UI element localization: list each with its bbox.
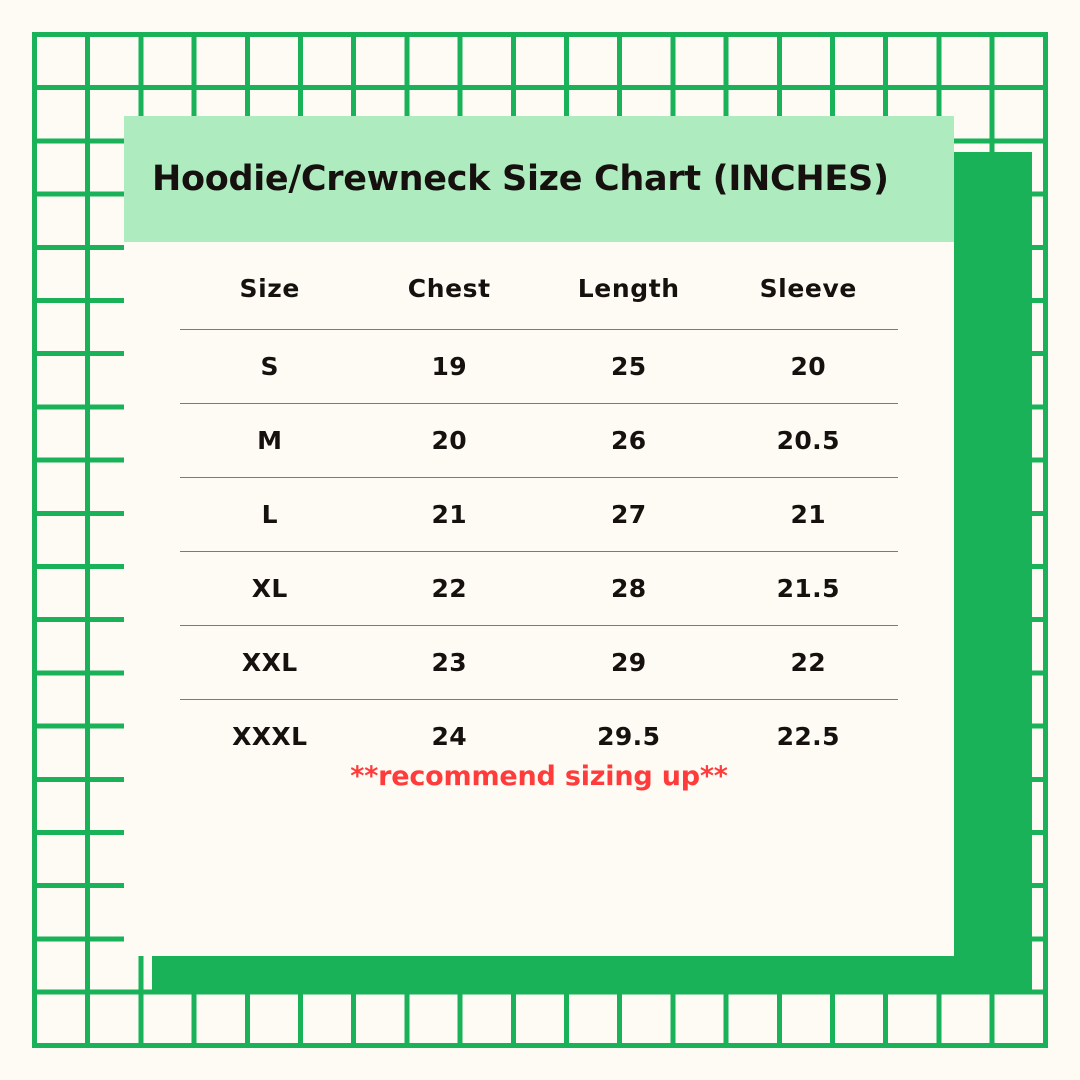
table-row	[180, 478, 898, 552]
cell-chest: 21	[360, 478, 540, 552]
cell-size: XXXL	[180, 700, 360, 760]
table-row	[180, 626, 898, 700]
table-row	[180, 700, 898, 760]
column-header-length: Length	[577, 274, 680, 303]
cell-size: S	[180, 330, 360, 404]
cell-length: 27	[539, 478, 719, 552]
column-header-chest: Chest	[407, 274, 491, 303]
table-row	[180, 552, 898, 626]
cell-sleeve: 22.5	[719, 700, 899, 760]
sizing-note: **recommend sizing up**	[350, 761, 728, 792]
table-header-row	[180, 264, 898, 330]
cell-size: XL	[180, 552, 360, 626]
cell-sleeve: 20.5	[719, 404, 899, 478]
cell-size: M	[180, 404, 360, 478]
cell-sleeve: 21	[719, 478, 899, 552]
table-container	[124, 242, 954, 792]
size-table	[180, 264, 898, 759]
cell-length: 28	[539, 552, 719, 626]
cell-length: 29.5	[539, 700, 719, 760]
cell-sleeve: 22	[719, 626, 899, 700]
cell-chest: 23	[360, 626, 540, 700]
cell-length: 26	[539, 404, 719, 478]
grid-border-right	[1043, 32, 1048, 1048]
cell-sleeve: 20	[719, 330, 899, 404]
cell-sleeve: 21.5	[719, 552, 899, 626]
card-header	[124, 116, 954, 242]
grid-border-bottom	[32, 1043, 1048, 1048]
cell-chest: 19	[360, 330, 540, 404]
cell-chest: 22	[360, 552, 540, 626]
column-header-sleeve: Sleeve	[759, 274, 857, 303]
cell-chest: 24	[360, 700, 540, 760]
cell-length: 29	[539, 626, 719, 700]
cell-size: L	[180, 478, 360, 552]
size-chart-card	[124, 116, 954, 956]
cell-size: XXL	[180, 626, 360, 700]
column-header-size: Size	[239, 274, 300, 303]
table-row	[180, 330, 898, 404]
cell-length: 25	[539, 330, 719, 404]
table-row	[180, 404, 898, 478]
page-title: Hoodie/Crewneck Size Chart (INCHES)	[152, 159, 889, 199]
cell-chest: 20	[360, 404, 540, 478]
